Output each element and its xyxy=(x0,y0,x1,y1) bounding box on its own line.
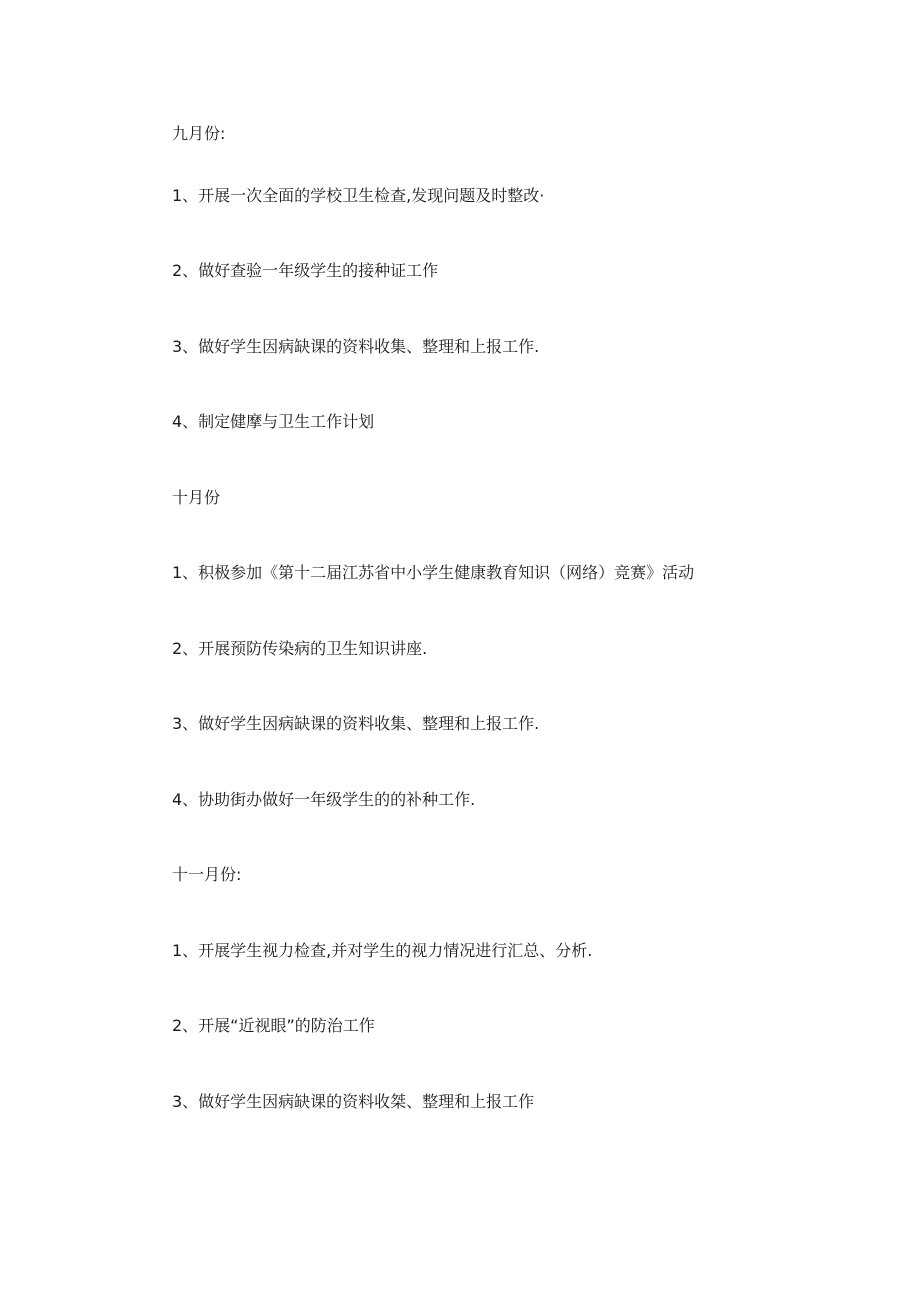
list-item: 4、协助街办做好一年级学生的的补种工作. xyxy=(172,790,476,809)
list-item: 2、开展“近视眼”的防治工作 xyxy=(172,1016,375,1035)
list-item: 3、做好学生因病缺课的资料收集、整理和上报工作. xyxy=(172,714,540,733)
section-heading-november: 十一月份: xyxy=(172,865,242,884)
list-item: 3、做好学生因病缺课的资料收集、整理和上报工作. xyxy=(172,337,540,356)
section-heading-september: 九月份: xyxy=(172,124,226,143)
list-item: 4、制定健摩与卫生工作计划 xyxy=(172,412,375,431)
list-item: 1、开展学生视力检查,并对学生的视力情况进行汇总、分析. xyxy=(172,941,593,960)
list-item: 1、积极参加《第十二届江苏省中小学生健康教育知识（网络）竞赛》活动 xyxy=(172,563,695,582)
section-heading-october: 十月份 xyxy=(172,488,221,507)
list-item: 1、开展一次全面的学校卫生检查,发现问题及时整改· xyxy=(172,186,545,205)
list-item: 3、做好学生因病缺课的资料收桀、整理和上报工作 xyxy=(172,1092,535,1111)
list-item: 2、做好查验一年级学生的接种证工作 xyxy=(172,261,439,280)
list-item: 2、开展预防传染病的卫生知识讲座. xyxy=(172,639,428,658)
